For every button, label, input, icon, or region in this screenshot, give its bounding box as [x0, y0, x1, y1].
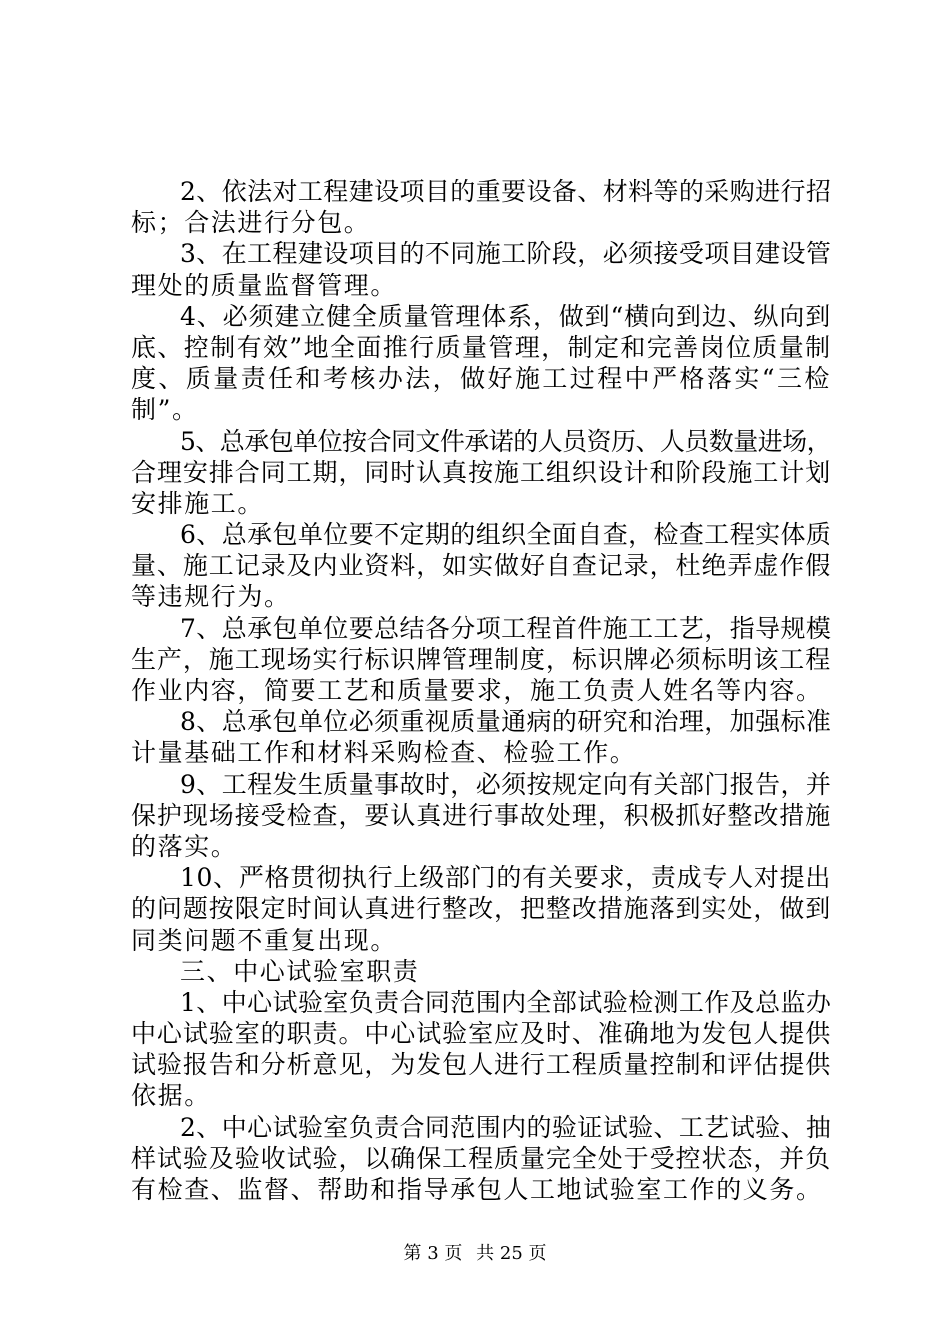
- text-line: 10、严格贯彻执行上级部门的有关要求，责成专人对提出: [180, 863, 831, 893]
- text-line: 作业内容，简要工艺和质量要求，施工负责人姓名等内容。: [131, 676, 823, 705]
- text-line: 理处的质量监督管理。: [131, 270, 398, 300]
- text-line: 度、质量责任和考核办法，做好施工过程中严格落实“三检: [131, 364, 831, 394]
- text-line: 等违规行为。: [131, 582, 291, 612]
- text-line: 5、总承包单位按合同文件承诺的人员资历、人员数量进场，: [180, 426, 831, 456]
- text-line: 试验报告和分析意见，为发包人进行工程质量控制和评估提供: [131, 1050, 831, 1080]
- text-line: 6、总承包单位要不定期的组织全面自查，检查工程实体质: [180, 520, 832, 550]
- page-total: 共 25 页: [476, 1243, 547, 1264]
- text-line: 制”。: [131, 395, 199, 425]
- text-line: 同类问题不重复出现。: [131, 925, 398, 955]
- text-line: 依据。: [131, 1081, 211, 1111]
- page-footer: [0, 1243, 950, 1265]
- page-number: 第 3 页: [403, 1243, 463, 1264]
- text-line: 样试验及验收试验，以确保工程质量完全处于受控状态，并负: [131, 1143, 831, 1173]
- text-line: 2、依法对工程建设项目的重要设备、材料等的采购进行招: [180, 177, 832, 206]
- text-line: 标；合法进行分包。: [131, 208, 371, 238]
- text-line: 底、控制有效”地全面推行质量管理，制定和完善岗位质量制: [131, 332, 832, 362]
- text-line: 的问题按限定时间认真进行整改，把整改措施落到实处，做到: [131, 894, 831, 924]
- text-line: 三、中心试验室职责: [180, 956, 420, 986]
- text-line: 4、必须建立健全质量管理体系，做到“横向到边、纵向到: [180, 301, 831, 331]
- text-line: 2、中心试验室负责合同范围内的验证试验、工艺试验、抽: [180, 1112, 832, 1142]
- text-line: 安排施工。: [131, 488, 265, 518]
- text-line: 9、工程发生质量事故时，必须按规定向有关部门报告，并: [180, 769, 832, 799]
- text-line: 7、总承包单位要总结各分项工程首件施工工艺，指导规模: [180, 613, 832, 643]
- text-line: 量、施工记录及内业资料，如实做好自查记录，杜绝弄虚作假: [131, 551, 831, 581]
- document-body: [131, 176, 831, 1205]
- text-line: 生产，施工现场实行标识牌管理制度，标识牌必须标明该工程: [131, 644, 831, 674]
- text-line: 计量基础工作和材料采购检查、检验工作。: [131, 738, 637, 768]
- text-line: 中心试验室的职责。中心试验室应及时、准确地为发包人提供: [131, 1019, 831, 1049]
- text-line: 有检查、监督、帮助和指导承包人工地试验室工作的义务。: [131, 1175, 823, 1204]
- text-line: 3、在工程建设项目的不同施工阶段，必须接受项目建设管: [180, 239, 832, 269]
- text-line: 合理安排合同工期，同时认真按施工组织设计和阶段施工计划: [131, 457, 831, 487]
- text-line: 保护现场接受检查，要认真进行事故处理，积极抓好整改措施: [131, 800, 831, 830]
- text-line: 1、中心试验室负责合同范围内全部试验检测工作及总监办: [180, 987, 832, 1017]
- text-line: 8、总承包单位必须重视质量通病的研究和治理，加强标准: [180, 707, 832, 737]
- text-line: 的落实。: [131, 831, 238, 861]
